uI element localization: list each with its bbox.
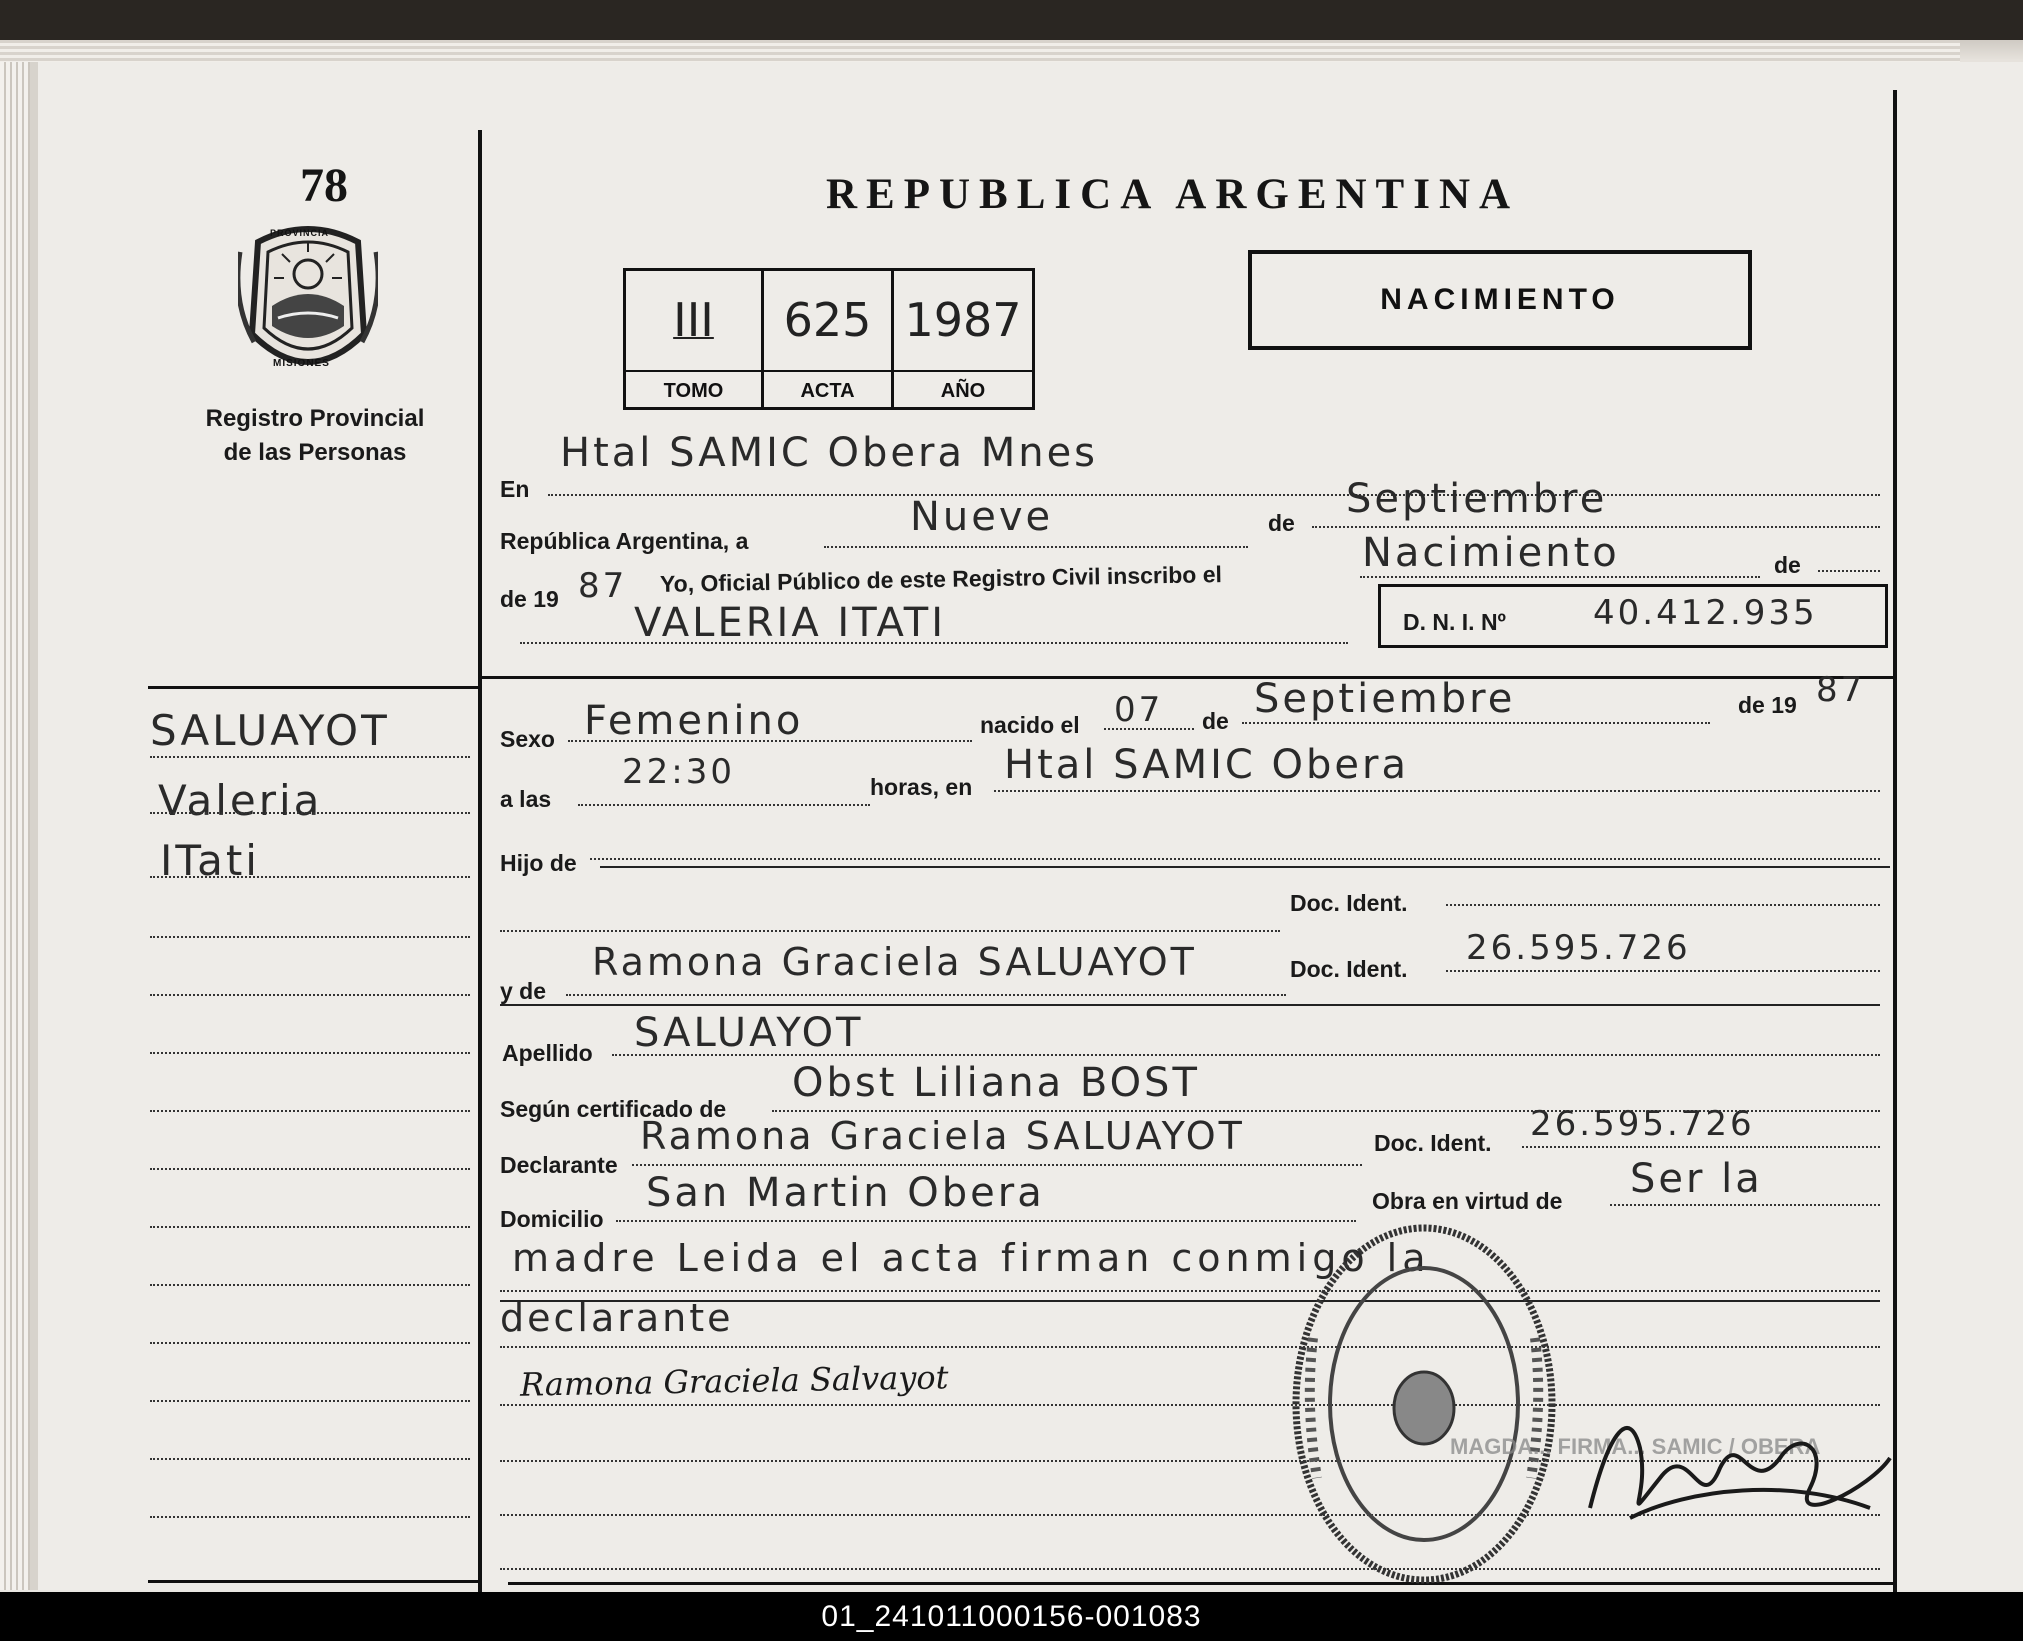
declarante-label: Declarante	[500, 1152, 618, 1178]
margin-dotline-3	[150, 876, 470, 878]
hora-value: 22:30	[622, 752, 735, 792]
a-las-label: a las	[500, 786, 552, 812]
nacido-label: nacido el	[980, 712, 1080, 738]
margin-ruling-line	[150, 1516, 470, 1518]
inscribo-dotline	[1360, 576, 1760, 578]
misiones-emblem-icon	[238, 222, 378, 380]
tomo-cell	[626, 271, 764, 407]
dni-label: D. N. I. Nº	[1403, 609, 1506, 635]
nacido-day: 07	[1114, 690, 1164, 730]
de-label-2: de	[1774, 552, 1801, 578]
nacido-year: 87	[1816, 670, 1866, 710]
margin-ruling-line	[150, 1400, 470, 1402]
emblem-top-text: PROVINCIA	[270, 228, 330, 238]
hijo-line-2	[500, 930, 1280, 932]
certificado-value: Obst Liliana BOST	[792, 1060, 1200, 1106]
day-dotline	[824, 546, 1248, 548]
sexo-label: Sexo	[500, 726, 555, 752]
lugar-dotline	[994, 790, 1880, 792]
declarante-doc: 26.595.726	[1530, 1104, 1755, 1144]
apellido-value: SALUAYOT	[634, 1010, 864, 1056]
margin-ruling-line	[150, 1168, 470, 1170]
doc-ident-label-1: Doc. Ident.	[1290, 890, 1408, 916]
madre-doc: 26.595.726	[1466, 928, 1691, 968]
year-prefix-label: de 19	[500, 586, 559, 612]
book-spine	[0, 62, 30, 1590]
declarante-value: Ramona Graciela SALUAYOT	[640, 1114, 1245, 1158]
doc-ident-dotline-1	[1446, 904, 1880, 906]
tomo-value: III	[673, 293, 714, 347]
margin-ruling-line	[150, 1110, 470, 1112]
en-label: En	[500, 476, 530, 502]
acta-cell	[764, 271, 894, 407]
de-label-3: de	[1202, 708, 1229, 734]
lugar-value: Htal SAMIC Obera	[1004, 742, 1409, 788]
y-de-label: y de	[500, 978, 547, 1004]
acta-label: ACTA	[764, 370, 891, 403]
margin-given-name-2: ITati	[160, 836, 260, 885]
domicilio-dotline	[616, 1220, 1356, 1222]
sexo-value: Femenino	[584, 698, 804, 744]
inscribo-value: Nacimiento	[1362, 530, 1620, 576]
nacido-month: Septiembre	[1254, 676, 1516, 722]
margin-dotline-2	[150, 812, 470, 814]
margin-given-name-1: Valeria	[158, 776, 323, 825]
left-frame-line	[478, 130, 482, 1592]
margin-ruling-line	[150, 936, 470, 938]
obs-dotline-2	[500, 1346, 1880, 1348]
margin-dotline-1	[150, 756, 470, 758]
country-title: REPUBLICA ARGENTINA	[826, 171, 1520, 218]
domicilio-label: Domicilio	[500, 1206, 604, 1232]
emblem-bottom-text: MISIONES	[273, 358, 330, 369]
act-reference-box	[623, 268, 1035, 410]
apellido-label: Apellido	[502, 1040, 593, 1066]
dni-value: 40.412.935	[1593, 593, 1818, 633]
margin-ruling-line	[150, 1342, 470, 1344]
day-value: Nueve	[910, 494, 1054, 540]
margin-ruling-line	[150, 994, 470, 996]
hijo-label: Hijo de	[500, 850, 577, 876]
republica-label: República Argentina, a	[500, 528, 749, 554]
margin-ruling-line	[150, 1458, 470, 1460]
margin-ruling-line	[150, 1052, 470, 1054]
de-label-1: de	[1268, 510, 1295, 536]
registry-line-1: Registro Provincial	[205, 405, 425, 432]
acta-value: 625	[783, 293, 872, 347]
declarante-doc-dotline	[1522, 1146, 1880, 1148]
tomo-label: TOMO	[626, 370, 761, 403]
domicilio-value: San Martin Obera	[646, 1170, 1045, 1216]
margin-ruling-line	[150, 1284, 470, 1286]
hijo-dotline	[590, 858, 1880, 860]
obs-dotline-1	[500, 1290, 1880, 1292]
hijo-underline	[600, 866, 1890, 868]
right-frame-line	[1893, 90, 1897, 1592]
stamp-text: MAGDA... FIRMA... SAMIC / OBERA	[1450, 1434, 1821, 1459]
observation-line-2: declarante	[500, 1296, 734, 1340]
doc-ident-label-2: Doc. Ident.	[1290, 956, 1408, 982]
madre-value: Ramona Graciela SALUAYOT	[592, 940, 1197, 984]
month-value: Septiembre	[1346, 476, 1608, 522]
margin-divider-top	[148, 686, 480, 689]
de-dotline-2	[1818, 570, 1880, 572]
margin-surname: SALUAYOT	[150, 706, 390, 755]
dni-box	[1378, 584, 1888, 648]
oficial-label: Yo, Oficial Público de este Registro Civil inscribo el	[659, 561, 1223, 597]
anio-cell	[894, 271, 1032, 407]
madre-dotline	[566, 994, 1286, 996]
en-value: Htal SAMIC Obera Mnes	[560, 430, 1099, 476]
registry-line-2: de las Personas	[223, 439, 407, 466]
bottom-line-left	[148, 1580, 480, 1583]
en-dotline	[548, 494, 1880, 496]
folio-number: 78	[300, 159, 348, 212]
declarante-dotline	[632, 1164, 1362, 1166]
anio-value: 1987	[904, 293, 1022, 347]
body-divider	[480, 676, 1894, 679]
hora-dotline	[578, 804, 870, 806]
year-value: 87	[578, 566, 628, 606]
month-dotline	[1312, 526, 1880, 528]
nacido-month-dotline	[1242, 722, 1710, 724]
official-signature-icon	[1570, 1388, 1910, 1548]
image-code-bar: 01_241011000156-001083	[0, 1592, 2023, 1641]
nombre-value: VALERIA ITATI	[634, 600, 947, 646]
obra-label: Obra en virtud de	[1372, 1188, 1563, 1214]
declarant-signature: Ramona Graciela Salvayot	[519, 1358, 949, 1404]
de19-label: de 19	[1738, 692, 1797, 718]
madre-underline	[500, 1004, 1880, 1006]
observation-line-1: madre Leida el acta firman conmigo la	[512, 1236, 1431, 1280]
act-type-box: NACIMIENTO	[1248, 250, 1752, 350]
registry-name	[150, 402, 480, 470]
certificado-label: Según certificado de	[500, 1096, 727, 1122]
official-stamp-icon	[1285, 1218, 1563, 1590]
obra-value: Ser la	[1630, 1156, 1763, 1202]
doc-ident-label-3: Doc. Ident.	[1374, 1130, 1492, 1156]
madre-doc-dotline	[1446, 970, 1880, 972]
margin-ruling-line	[150, 1226, 470, 1228]
horas-en-label: horas, en	[870, 774, 973, 800]
bottom-line-right	[508, 1582, 1894, 1585]
body-ruling-line	[500, 1568, 1880, 1570]
anio-label: AÑO	[894, 370, 1032, 403]
obra-dotline	[1610, 1204, 1880, 1206]
